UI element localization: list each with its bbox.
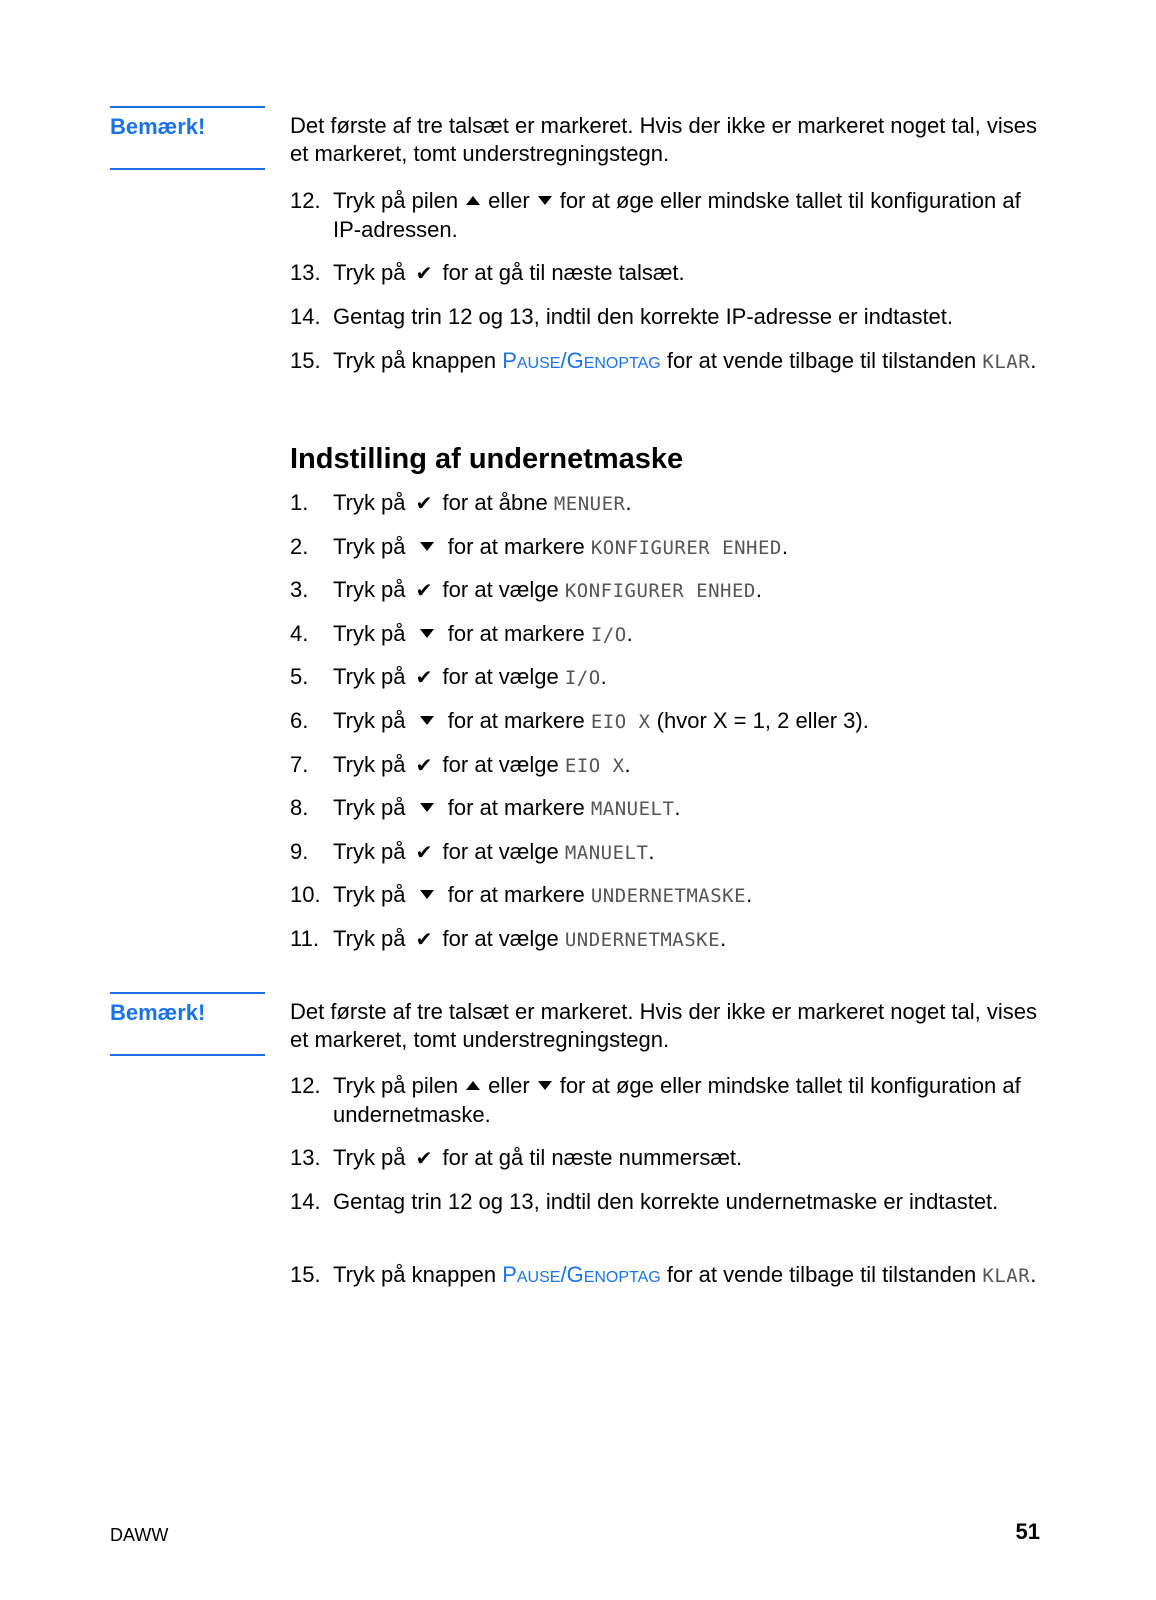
step-number: 12. <box>290 188 321 213</box>
step-number: 4. <box>290 621 309 646</box>
step-number: 9. <box>290 839 309 864</box>
display-text: EIO X <box>590 711 651 733</box>
step-text: . <box>746 882 753 907</box>
step-text: . <box>624 752 631 777</box>
down-arrow-icon <box>420 890 434 899</box>
note-label: Bemærk! <box>110 1000 206 1025</box>
step-text: for at gå til næste talsæt. <box>442 260 685 285</box>
check-icon: ✔ <box>415 665 433 689</box>
step-text: . <box>674 795 681 820</box>
step-text: . <box>626 621 633 646</box>
page-number: 51 <box>1015 1519 1040 1544</box>
footer-doc-code: DAWW <box>110 1525 169 1545</box>
step-text: eller <box>488 188 530 213</box>
down-arrow-icon <box>538 1081 552 1090</box>
step-text: for at øge eller mindske tallet til konfiguration af undernetmaske. <box>333 1073 1021 1127</box>
pause-genoptag-button-name: PAUSE/GENOPTAG <box>502 348 661 373</box>
down-arrow-icon <box>420 716 434 725</box>
step-text: for at øge eller mindske tallet til konfiguration af IP-adressen. <box>333 188 1021 242</box>
step-text: Tryk på <box>333 752 406 777</box>
step-text: Tryk på <box>333 490 406 515</box>
note-text: Det første af tre talsæt er markeret. Hvis der ikke er markeret noget tal, vises et markeret, tomt understregningstegn. <box>290 113 1038 166</box>
step-text: Tryk på <box>333 621 406 646</box>
step-text: Tryk på <box>333 534 406 559</box>
step-text: Tryk på pilen <box>333 188 459 213</box>
step-text: Tryk på <box>333 664 406 689</box>
check-icon: ✔ <box>415 491 433 515</box>
step-text: for at åbne <box>442 490 548 515</box>
step-number: 12. <box>290 1073 321 1098</box>
step-text: Tryk på <box>333 577 406 602</box>
display-text: UNDERNETMASKE <box>564 929 721 951</box>
pause-genoptag-button-name: PAUSE/GENOPTAG <box>502 1262 661 1287</box>
step-text: Tryk på <box>333 260 406 285</box>
step-number: 8. <box>290 795 309 820</box>
step-text: . <box>648 839 655 864</box>
note-label: Bemærk! <box>110 114 206 139</box>
display-text: KONFIGURER ENHED <box>590 537 782 559</box>
up-arrow-icon <box>466 196 480 205</box>
step-text: Tryk på <box>333 708 406 733</box>
step-text: . <box>720 926 727 951</box>
step-text: Tryk på <box>333 795 406 820</box>
step-text: Tryk på <box>333 926 406 951</box>
note-label-top-2 <box>110 992 265 1025</box>
check-icon: ✔ <box>415 840 433 864</box>
step-number: 7. <box>290 752 309 777</box>
step-text: Tryk på <box>333 1145 406 1170</box>
note-divider <box>110 1054 265 1056</box>
step-text: for at vælge <box>442 752 559 777</box>
step-text: for at markere <box>447 621 585 646</box>
step-number: 13. <box>290 260 321 285</box>
check-icon: ✔ <box>415 261 433 285</box>
step-number: 1. <box>290 490 309 515</box>
step-number: 14. <box>290 304 321 329</box>
check-icon: ✔ <box>415 753 433 777</box>
step-text: . <box>781 534 788 559</box>
display-text: KONFIGURER ENHED <box>564 580 756 602</box>
display-text: MANUELT <box>564 842 649 864</box>
step-number: 11. <box>290 926 319 951</box>
display-text: I/O <box>564 667 601 689</box>
down-arrow-icon <box>538 196 552 205</box>
note-divider <box>110 168 265 170</box>
step-number: 6. <box>290 708 309 733</box>
step-text: Tryk på knappen <box>333 348 497 373</box>
step-text: for at vælge <box>442 839 559 864</box>
step-text: for at markere <box>447 534 585 559</box>
step-text: . <box>1030 1262 1037 1287</box>
note-label-top-1 <box>110 106 265 139</box>
step-number: 3. <box>290 577 309 602</box>
step-text: Gentag trin 12 og 13, indtil den korrekte undernetmaske er indtastet. <box>333 1189 999 1214</box>
step-number: 15. <box>290 1262 321 1287</box>
up-arrow-icon <box>466 1081 480 1090</box>
step-number: 13. <box>290 1145 321 1170</box>
section-heading: Indstilling af undernetmaske <box>290 443 684 475</box>
down-arrow-icon <box>420 629 434 638</box>
step-text: Gentag trin 12 og 13, indtil den korrekte IP-adresse er indtastet. <box>333 304 954 329</box>
down-arrow-icon <box>420 542 434 551</box>
step-text: . <box>625 490 632 515</box>
display-text: I/O <box>590 624 627 646</box>
step-text: . <box>600 664 607 689</box>
note-text: Det første af tre talsæt er markeret. Hvis der ikke er markeret noget tal, vises et markeret, tomt understregningstegn. <box>290 999 1038 1052</box>
step-number: 5. <box>290 664 309 689</box>
display-text: EIO X <box>564 755 625 777</box>
step-text: Tryk på pilen <box>333 1073 459 1098</box>
step-text: for at gå til næste nummersæt. <box>442 1145 743 1170</box>
step-text: for at markere <box>447 708 585 733</box>
step-number: 2. <box>290 534 309 559</box>
check-icon: ✔ <box>415 1146 433 1170</box>
display-text: MENUER <box>553 493 626 515</box>
step-number: 15. <box>290 348 321 373</box>
display-text: KLAR <box>982 351 1031 373</box>
step-text: . <box>755 577 762 602</box>
check-icon: ✔ <box>415 578 433 602</box>
step-text: for at vende tilbage til tilstanden <box>666 1262 977 1287</box>
step-text: (hvor X = 1, 2 eller 3). <box>650 708 869 733</box>
step-text: for at vælge <box>442 926 559 951</box>
check-icon: ✔ <box>415 927 433 951</box>
step-text: Tryk på <box>333 882 406 907</box>
display-text: KLAR <box>982 1265 1031 1287</box>
step-text: Tryk på knappen <box>333 1262 497 1287</box>
step-text: . <box>1030 348 1037 373</box>
display-text: MANUELT <box>590 798 675 820</box>
step-text: for at vælge <box>442 664 559 689</box>
down-arrow-icon <box>420 803 434 812</box>
step-text: eller <box>488 1073 530 1098</box>
step-number: 14. <box>290 1189 321 1214</box>
step-text: for at markere <box>447 795 585 820</box>
step-number: 10. <box>290 882 321 907</box>
step-text: for at vælge <box>442 577 559 602</box>
step-text: for at vende tilbage til tilstanden <box>666 348 977 373</box>
step-text: Tryk på <box>333 839 406 864</box>
display-text: UNDERNETMASKE <box>590 885 747 907</box>
step-text: for at markere <box>447 882 585 907</box>
